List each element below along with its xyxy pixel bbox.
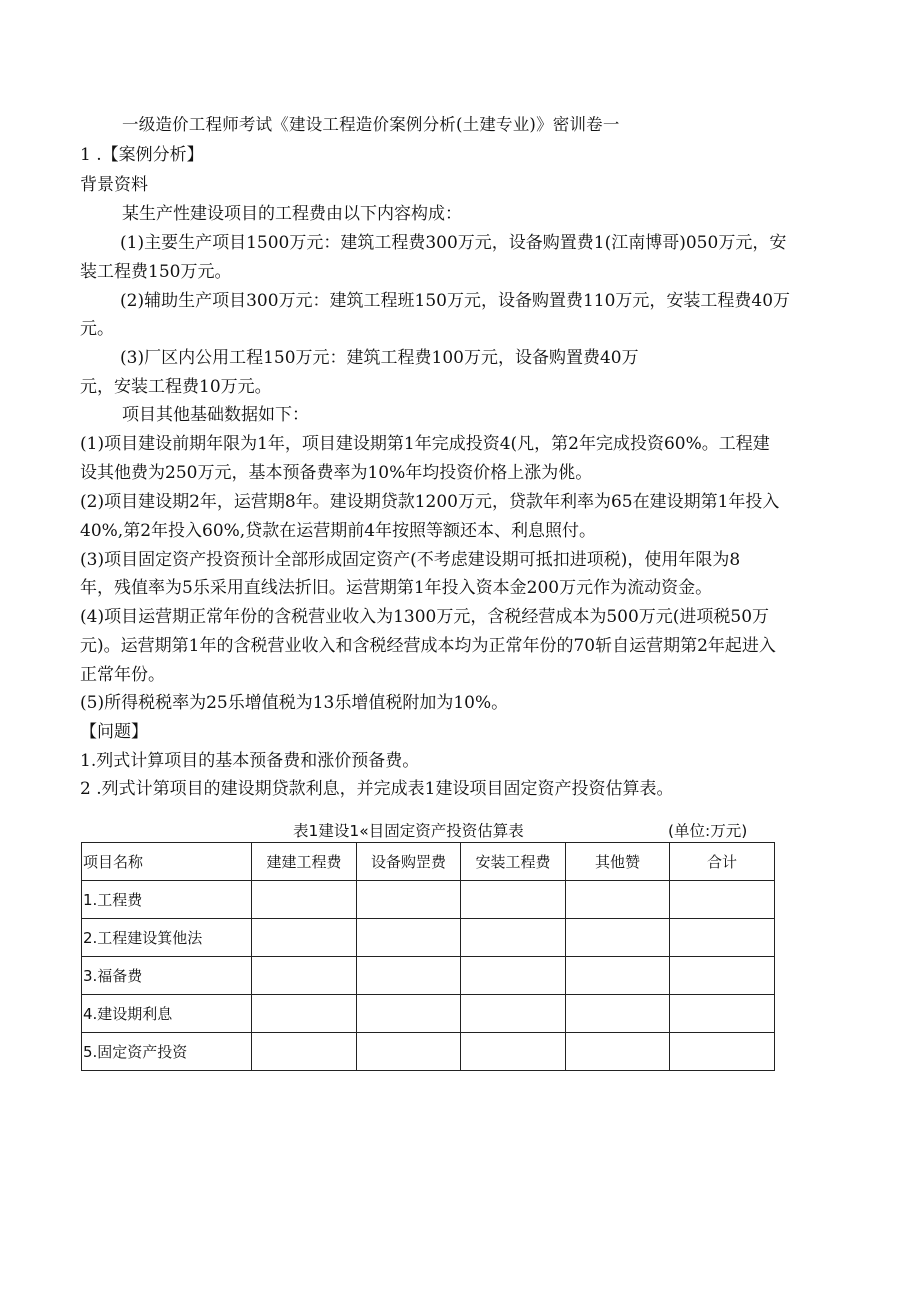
table-row (82, 881, 775, 919)
table-cell (566, 957, 670, 995)
table-cell (252, 919, 357, 957)
section-heading: 1 .【案例分析】 (80, 145, 204, 165)
table-cell (252, 995, 357, 1033)
question-1: 1.列式计算项目的基本预备费和涨价预备费。 (80, 751, 420, 771)
row-label: 4.建设期利息 (82, 995, 252, 1033)
data-line: 元)。运营期第1年的含税营业收入和含税经营成本均为正常年份的70斩自运营期第2年起进入 (80, 636, 776, 656)
table-cell (670, 1033, 775, 1071)
data-line: (3)项目固定资产投资预计全部形成固定资产(不考虑建设期可抵扣进项税)，使用年限为8 (80, 550, 741, 570)
table-row (82, 957, 775, 995)
header-installation-cost: 安装工程费 (461, 843, 566, 881)
item-1-line-1: (1)主要生产项目1500万元：建筑工程费300万元，设备购置费1(江南博哥)050万元，安 (120, 233, 787, 253)
table-cell (357, 919, 461, 957)
table-cell (357, 957, 461, 995)
table-row (82, 919, 775, 957)
data-line: (5)所得税税率为25乐增值税为13乐增值税附加为10%。 (80, 693, 509, 713)
table-cell (461, 919, 566, 957)
table-cell (252, 881, 357, 919)
row-label: 2.工程建设箕他法 (82, 919, 252, 957)
table-cell (357, 995, 461, 1033)
item-2-line-1: (2)辅助生产项目300万元：建筑工程班150万元，设备购置费110万元，安装工程费40万 (120, 291, 791, 311)
row-label: 1.工程费 (82, 881, 252, 919)
item-2-line-2: 元。 (80, 319, 114, 339)
header-total: 合计 (670, 843, 775, 881)
table-row (82, 995, 775, 1033)
table-cell (461, 1033, 566, 1071)
other-data-heading: 项目其他基础数据如下： (122, 405, 309, 425)
table-cell (357, 881, 461, 919)
table-unit: (单位:万元) (668, 822, 748, 840)
data-line: 设其他费为250万元，基本预备费率为10%年均投资价格上涨为佻。 (80, 463, 593, 483)
table-cell (566, 995, 670, 1033)
row-label: 3.福备费 (82, 957, 252, 995)
table-cell (566, 919, 670, 957)
questions-heading: 【问题】 (80, 722, 148, 742)
table-cell (357, 1033, 461, 1071)
table-cell (566, 1033, 670, 1071)
document-title: 一级造价工程师考试《建设工程造价案例分析(土建专业)》密训卷一 (122, 115, 620, 134)
table-cell (566, 881, 670, 919)
table-cell (252, 957, 357, 995)
table-cell (461, 957, 566, 995)
background-heading: 背景资料 (80, 175, 148, 195)
intro-text: 某生产性建设项目的工程费由以下内容构成： (122, 204, 462, 224)
data-line: 正常年份。 (80, 665, 165, 685)
table-cell (252, 1033, 357, 1071)
table-cell (670, 881, 775, 919)
row-label: 5.固定资产投资 (82, 1033, 252, 1071)
header-construction-cost: 建建工程费 (252, 843, 357, 881)
data-line: (1)项目建设前期年限为1年，项目建设期第1年完成投资4(凡，第2年完成投资60%。工程建 (80, 434, 770, 454)
table-cell (461, 995, 566, 1033)
data-line: (4)项目运营期正常年份的含税营业收入为1300万元，含税经营成本为500万元(进项税50万 (80, 607, 770, 627)
data-line: 40%,第2年投入60%,贷款在运营期前4年按照等额还本、利息照付。 (80, 521, 597, 541)
data-line: (2)项目建设期2年，运营期8年。建设期贷款1200万元，贷款年利率为65在建设期第1年投入 (80, 492, 780, 512)
table-cell (670, 919, 775, 957)
data-line: 年，残值率为5乐采用直线法折旧。运营期第1年投入资本金200万元作为流动资金。 (80, 578, 713, 598)
header-other-cost: 其他赞 (566, 843, 670, 881)
table-header-row (82, 843, 775, 881)
header-equipment-cost: 设备购罡费 (357, 843, 461, 881)
investment-estimate-table (81, 842, 775, 1071)
table-cell (670, 995, 775, 1033)
table-caption: 表1建设1«目固定资产投资估算表 (293, 822, 524, 840)
item-1-line-2: 装工程费150万元。 (80, 262, 232, 282)
header-project-name: 项目名称 (82, 843, 252, 881)
question-2: 2 .列式计第项目的建设期贷款利息，并完成表1建设项目固定资产投资估算表。 (80, 779, 674, 799)
item-3-line-2: 元，安装工程费10万元。 (80, 377, 272, 397)
item-3-line-1: (3)厂区内公用工程150万元：建筑工程费100万元，设备购置费40万 (120, 348, 639, 368)
table-cell (670, 957, 775, 995)
table-row (82, 1033, 775, 1071)
table-cell (461, 881, 566, 919)
